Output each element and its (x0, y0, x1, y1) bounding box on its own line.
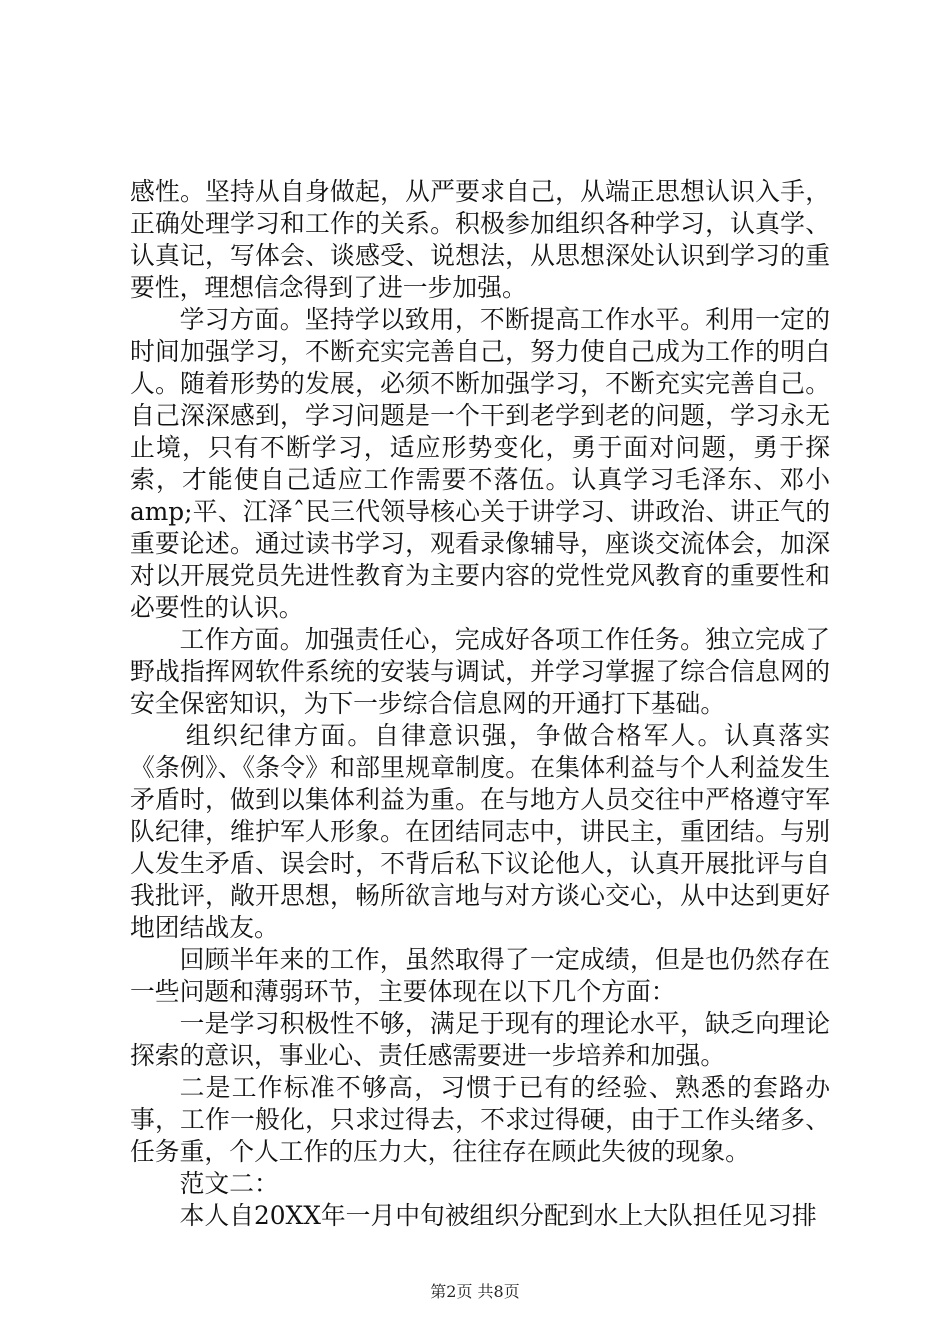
paragraph: 工作方面。加强责任心，完成好各项工作任务。独立完成了野战指挥网软件系统的安装与调试，并学习掌握了综合信息网的安全保密知识，为下一步综合信息网的开通打下基础。 (130, 625, 830, 718)
paragraph: 学习方面。坚持学以致用，不断提高工作水平。利用一定的时间加强学习，不断充实完善自己，努力使自己成为工作的明白人。随着形势的发展，必须不断加强学习，不断充实完善自己。自己深深感到，学习问题是一个干到老学到老的问题，学习永无止境，只有不断学习，适应形势变化，勇于面对问题，勇于探索，才能使自己适应工作需要不落伍。认真学习毛泽东、邓小 amp;平、江泽ˆ民三代领导核心关于讲学习、讲政治、讲正气的重要论述。通过读书学习，观看录像辅导，座谈交流体会，加深对以开展党员先进性教育为主要内容的党性党风教育的重要性和必要性的认识。 (130, 305, 830, 622)
paragraph: 一是学习积极性不够，满足于现有的理论水平，缺乏向理论探索的意识，事业心、责任感需要进一步培养和加强。 (130, 1009, 830, 1070)
paragraph: 组织纪律方面。自律意识强，争做合格军人。认真落实《条例》、《条令》和部里规章制度。在集体利益与个人利益发生矛盾时，做到以集体利益为重。在与地方人员交往中严格遵守军队纪律，维护军人形象。在团结同志中，讲民主，重团结。与别人发生矛盾、误会时，不背后私下议论他人，认真开展批评与自我批评，敞开思想，畅所欲言地与对方谈心交心，从中达到更好地团结战友。 (130, 721, 830, 942)
document-body (130, 176, 830, 1232)
paragraph: 回顾半年来的工作，虽然取得了一定成绩，但是也仍然存在一些问题和薄弱环节，主要体现在以下几个方面： (130, 945, 830, 1006)
paragraph: 二是工作标准不够高，习惯于已有的经验、熟悉的套路办事，工作一般化，只求过得去，不求过得硬，由于工作头绪多、任务重，个人工作的压力大，往往存在顾此失彼的现象。 (130, 1073, 830, 1166)
paragraph: 感性。坚持从自身做起，从严要求自己，从端正思想认识入手，正确处理学习和工作的关系。积极参加组织各种学习，认真学、认真记，写体会、谈感受、说想法，从思想深处认识到学习的重要性，理想信念得到了进一步加强。 (130, 177, 830, 302)
paragraph: 范文二： (179, 1169, 279, 1198)
page-number: 第2页 共8页 (430, 1282, 520, 1301)
paragraph: 本人自20XX年一月中旬被组织分配到水上大队担任见习排 (179, 1201, 817, 1230)
